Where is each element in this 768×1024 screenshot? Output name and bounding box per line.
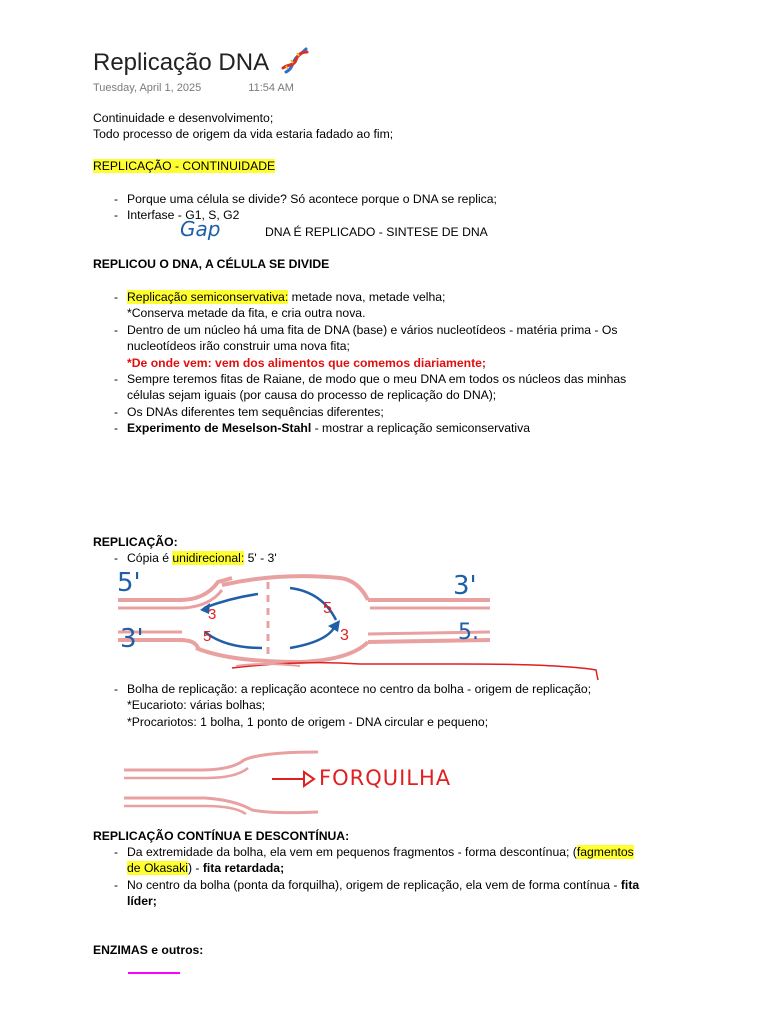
list-item: - Cópia é unidirecional: 5' - 3': [114, 551, 277, 565]
highlight-text: de Okasaki: [127, 861, 188, 876]
page-title-text: Replicação DNA: [93, 49, 268, 76]
strand-pink: [124, 752, 318, 770]
label-3prime-bottom-left: 3': [120, 624, 144, 654]
label-inner-5-right: 5: [323, 600, 332, 617]
page-time: 11:54 AM: [248, 82, 294, 94]
list-item: - Dentro de um núcleo há uma fita de DNA (base) e vários nucleotídeos - matéria prima - Os nucleotídeos irão construir uma nova fita; *De onde vem: vem dos alimentos que comemos diariamente;: [93, 322, 626, 371]
section2-heading: REPLICOU O DNA, A CÉLULA SE DIVIDE: [93, 257, 330, 271]
list-item-subtext: *Conserva metade da fita, e cria outra nova.: [127, 306, 366, 321]
list-item-subtext: nucleotídeos irão construir uma nova fita;: [127, 339, 350, 354]
page-date: Tuesday, April 1, 2025: [93, 82, 202, 94]
list-item: - Replicação semiconservativa: metade nova, metade velha; *Conserva metade da fita, e cria outra nova.: [93, 289, 626, 322]
list-item-subtext: *Procariotos: 1 bolha, 1 ponto de origem - DNA circular e pequeno;: [127, 714, 489, 729]
bold-text: Experimento de Meselson-Stahl: [127, 421, 312, 436]
list-item-text: Porque uma célula se divide? Só acontece porque o DNA se replica;: [127, 192, 497, 206]
arrowhead-red: [304, 772, 314, 786]
bold-text: fita: [620, 877, 640, 892]
list-item-text: metade nova, metade velha;: [288, 290, 446, 304]
list-item-text: Cópia é: [127, 551, 173, 565]
list-item-text: ) -: [187, 861, 203, 876]
label-inner-5: 5: [203, 628, 212, 645]
list-item-subtext: *Eucarioto: várias bolhas;: [127, 698, 266, 713]
list-item: - Bolha de replicação: a replicação acontece no centro da bolha - origem de replicação; *Eucarioto: várias bolhas; *Procariotos: 1 bolha, 1 ponto de origem - DNA circular e pequeno;: [114, 682, 592, 729]
handwritten-gap: Gap: [180, 217, 221, 241]
magenta-line: [128, 972, 180, 974]
fork-label: FORQUILHA: [319, 766, 452, 790]
label-5prime-top-left: 5': [117, 568, 141, 598]
section4-heading: REPLICAÇÃO CONTÍNUA E DESCONTÍNUA:: [93, 829, 350, 843]
list-item-text: - mostrar a replicação semiconservativa: [311, 421, 530, 436]
red-note: *De onde vem: vem dos alimentos que comemos diariamente;: [127, 355, 486, 370]
intro-line-1: Continuidade e desenvolvimento;: [93, 111, 274, 125]
list-item: - Os DNAs diferentes tem sequências diferentes;: [114, 404, 384, 419]
list-item-text: Os DNAs diferentes tem sequências diferentes;: [127, 404, 384, 419]
list-item-text: Dentro de um núcleo há uma fita de DNA (base) e vários nucleotídeos - matéria prima - Os: [127, 322, 618, 337]
section1-heading-text: REPLICAÇÃO - CONTINUIDADE: [93, 159, 276, 173]
highlight-text: unidirecional:: [172, 551, 245, 565]
list-item: - Interfase - G1, S, G2: [114, 208, 240, 223]
list-item-subtext: células sejam iguais (por causa do processo de replicação do DNA);: [127, 388, 497, 403]
label-5prime-bottom-right: 5.: [458, 620, 479, 645]
list-item-text: Sempre teremos fitas de Raiane, de modo que o meu DNA em todos os núcleos das minhas: [127, 372, 627, 387]
list-item: - No centro da bolha (ponta da forquilha), origem de replicação, ela vem de forma contínua - fita líder;: [114, 877, 640, 909]
section3-heading: REPLICAÇÃO:: [93, 535, 178, 549]
list-item-text: Bolha de replicação: a replicação acontece no centro da bolha - origem de replicação;: [127, 682, 592, 696]
arrow-note: DNA É REPLICADO - SINTESE DE DNA: [265, 225, 488, 239]
highlight-text: Replicação semiconservativa:: [127, 290, 289, 304]
label-3prime-top-right: 3': [453, 571, 477, 601]
list-item-text: Interfase - G1, S, G2: [127, 208, 240, 223]
highlight-text: fagmentos: [576, 845, 634, 859]
section4-list: [93, 844, 639, 910]
list-item: - Sempre teremos fitas de Raiane, de modo que o meu DNA em todos os núcleos das minhas células sejam iguais (por causa do processo de replicação do DNA);: [114, 372, 627, 403]
label-inner-3-right: 3: [340, 627, 349, 644]
intro-line-2: Todo processo de origem da vida estaria fadado ao fim;: [93, 127, 394, 141]
list-item: - Da extremidade da bolha, ela vem em pequenos fragmentos - forma descontínua; (fagmentos de Okasaki) - fita retardada;: [114, 845, 634, 876]
label-inner-3: 3: [208, 606, 217, 623]
list-item-text: Da extremidade da bolha, ela vem em pequenos fragmentos - forma descontínua; (: [127, 845, 577, 859]
list-item-text: No centro da bolha (ponta da forquilha), origem de replicação, ela vem de forma contínua -: [127, 877, 621, 892]
bold-text: fita retardada;: [202, 861, 285, 876]
section5-heading: ENZIMAS e outros:: [93, 943, 204, 957]
strand-pink: [124, 806, 246, 814]
list-item-text: 5' - 3': [244, 551, 277, 565]
list-item: - Porque uma célula se divide? Só acontece porque o DNA se replica;: [114, 192, 497, 206]
list-item: - Experimento de Meselson-Stahl - mostrar a replicação semiconservativa: [114, 421, 530, 436]
bold-text: líder;: [127, 894, 157, 909]
